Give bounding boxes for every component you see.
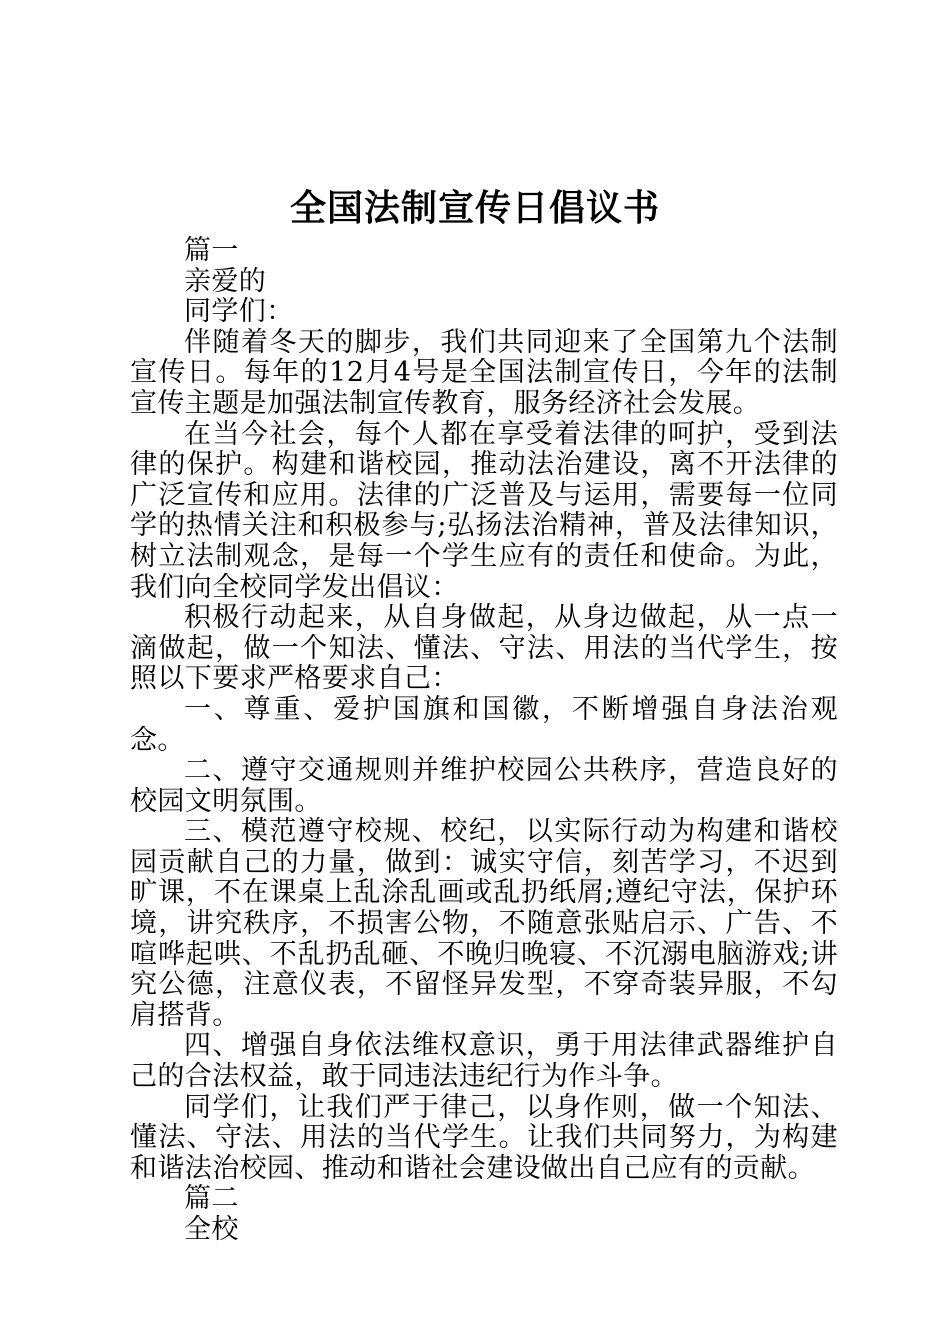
document-title: 全国法制宣传日倡议书 <box>289 188 660 229</box>
list-item: 二、遵守交通规则并维护校园公共秩序，营造良好的校园文明氛围。 <box>130 755 838 817</box>
section-heading: 篇一 <box>184 235 239 266</box>
body-paragraph: 同学们，让我们严于律己，以身作则，做一个知法、懂法、守法、用法的当代学生。让我们共同努力，为构建和谐法治校园、推动和谐社会建设做出自己应有的贡献。 <box>130 1091 838 1184</box>
list-item: 三、模范遵守校规、校纪，以实际行动为构建和谐校园贡献自己的力量，做到：诚实守信，刻苦学习，不迟到旷课，不在课桌上乱涂乱画或乱扔纸屑;遵纪守法，保护环境，讲究秩序，不损害公物，不随意张贴启示、广告、不喧哗起哄、不乱扔乱砸、不晚归晚寝、不沉溺电脑游戏;讲究公德，注意仪表，不留怪异发型，不穿奇装异服，不勾肩搭背。 <box>130 816 838 1031</box>
body-paragraph: 伴随着冬天的脚步，我们共同迎来了全国第九个法制宣传日。每年的12月4号是全国法制宣传日，今年的法制宣传主题是加强法制宣传教育，服务经济社会发展。 <box>130 326 838 419</box>
body-paragraph: 在当今社会，每个人都在享受着法律的呵护，受到法律的保护。构建和谐校园，推动法治建设，离不开法律的广泛宣传和应用。法律的广泛普及与运用，需要每一位同学的热情关注和积极参与;弘扬法治精神，普及法律知识，树立法制观念，是每一个学生应有的责任和使命。为此，我们向全校同学发出倡议： <box>130 418 838 603</box>
list-item: 一、尊重、爱护国旗和国徽，不断增强自身法治观念。 <box>130 693 838 756</box>
salutation-line: 同学们： <box>184 296 294 328</box>
salutation-line: 全校 <box>184 1214 239 1245</box>
salutation-line: 亲爱的 <box>184 265 267 297</box>
list-item: 四、增强自身依法维权意识，勇于用法律武器维护自己的合法权益，敢于同违法违纪行为作斗争。 <box>130 1030 838 1093</box>
section-heading: 篇二 <box>184 1183 239 1215</box>
body-paragraph: 积极行动起来，从自身做起，从身边做起，从一点一滴做起，做一个知法、懂法、守法、用法的当代学生，按照以下要求严格要求自己： <box>130 602 838 695</box>
document-body <box>130 236 838 1246</box>
